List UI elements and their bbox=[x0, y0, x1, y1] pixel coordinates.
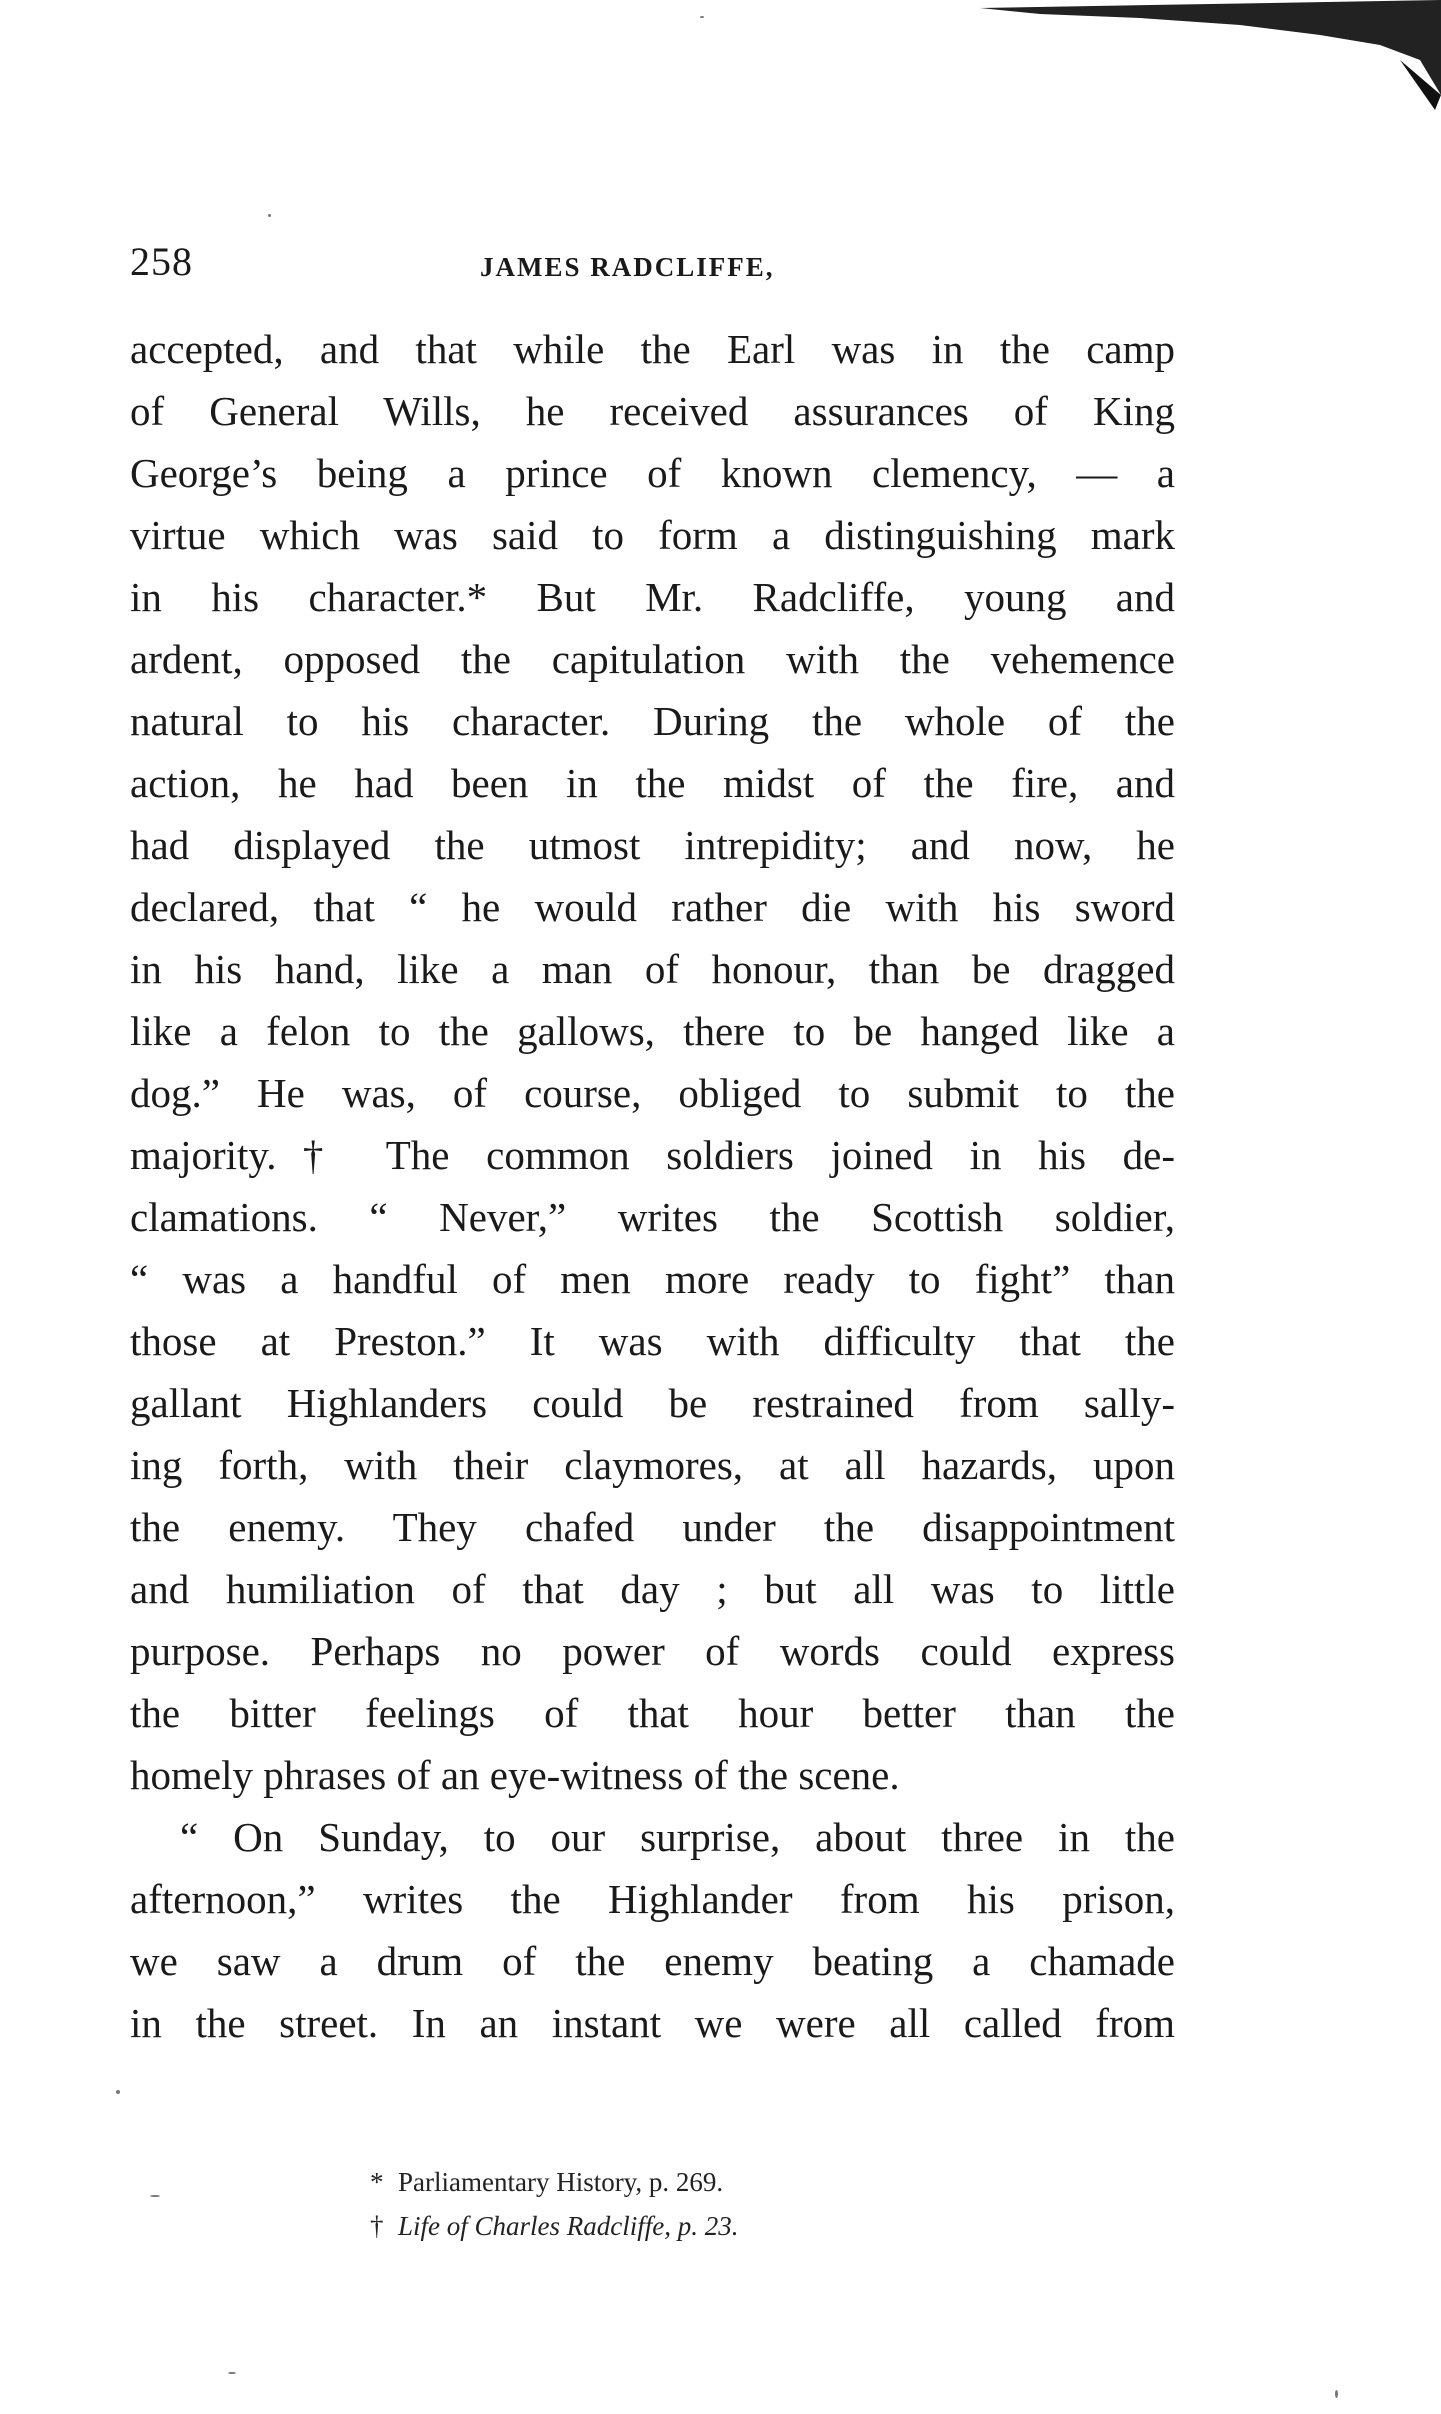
text-line: “ On Sunday, to our surprise, about three in the bbox=[180, 1814, 1175, 1860]
footnotes bbox=[370, 2160, 738, 2248]
footnote-mark: * bbox=[370, 2167, 384, 2197]
text-line: dog.” He was, of course, obliged to submit to the bbox=[130, 1070, 1175, 1116]
text-line: the bitter feelings of that hour better than the bbox=[130, 1690, 1175, 1736]
footnote-text: Life of Charles Radcliffe, p. 23. bbox=[398, 2211, 739, 2241]
text-line: in his character.* But Mr. Radcliffe, young and bbox=[130, 574, 1175, 620]
footnote bbox=[370, 2160, 738, 2204]
footnote-mark: † bbox=[370, 2211, 384, 2241]
footnote bbox=[370, 2204, 738, 2248]
text-line: “ was a handful of men more ready to fight” than bbox=[130, 1256, 1175, 1302]
text-line: afternoon,” writes the Highlander from his prison, bbox=[130, 1876, 1175, 1922]
running-head: JAMES RADCLIFFE, bbox=[480, 252, 775, 282]
page-header bbox=[130, 238, 1180, 298]
text-line: majority.† The common soldiers joined in his de- bbox=[130, 1132, 1175, 1178]
text-line: declared, that “ he would rather die with his sword bbox=[130, 884, 1175, 930]
text-line: in the street. In an instant we were all called from bbox=[130, 2000, 1175, 2046]
text-line: and humiliation of that day ; but all was to little bbox=[130, 1566, 1175, 1612]
text-line: the enemy. They chafed under the disappointment bbox=[130, 1504, 1175, 1550]
text-line: clamations. “ Never,” writes the Scottish soldier, bbox=[130, 1194, 1175, 1240]
text-line: like a felon to the gallows, there to be hanged like a bbox=[130, 1008, 1175, 1054]
text-line: those at Preston.” It was with difficulty that the bbox=[130, 1318, 1175, 1364]
body-text bbox=[130, 318, 1175, 2054]
text-line: George’s being a prince of known clemency, — a bbox=[130, 450, 1175, 496]
text-line: ardent, opposed the capitulation with the vehemence bbox=[130, 636, 1175, 682]
footnote-text: Parliamentary History, p. 269. bbox=[398, 2167, 724, 2197]
page-edge-shadow bbox=[980, 0, 1441, 110]
text-line: accepted, and that while the Earl was in the camp bbox=[130, 326, 1175, 372]
text-line: virtue which was said to form a distinguishing mark bbox=[130, 512, 1175, 558]
text-line: gallant Highlanders could be restrained from sally- bbox=[130, 1380, 1175, 1426]
text-line: ing forth, with their claymores, at all hazards, upon bbox=[130, 1442, 1175, 1488]
text-line: of General Wills, he received assurances of King bbox=[130, 388, 1175, 434]
text-line: in his hand, like a man of honour, than be dragged bbox=[130, 946, 1175, 992]
text-line: purpose. Perhaps no power of words could express bbox=[130, 1628, 1175, 1674]
text-line: natural to his character. During the whole of the bbox=[130, 698, 1175, 744]
text-line: had displayed the utmost intrepidity; and now, he bbox=[130, 822, 1175, 868]
text-line: we saw a drum of the enemy beating a chamade bbox=[130, 1938, 1175, 1984]
text-line: homely phrases of an eye-witness of the scene. bbox=[130, 1752, 900, 1798]
text-line: action, he had been in the midst of the fire, and bbox=[130, 760, 1175, 806]
page-number: 258 bbox=[130, 239, 193, 284]
